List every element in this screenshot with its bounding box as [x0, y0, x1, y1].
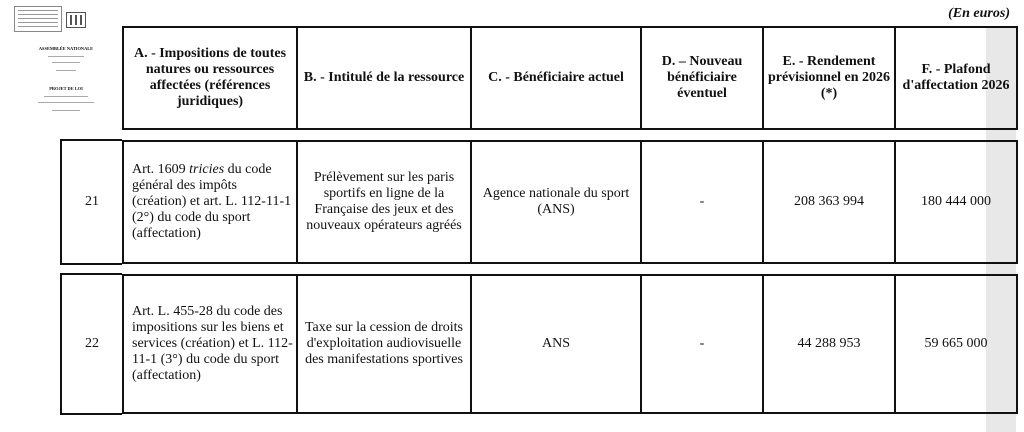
reference-cell: Art. L. 455-28 du code des impositions sur les biens et services (création) et L. 112-11-1 (3°) du code du sport (affectation) [123, 275, 297, 413]
resource-title-cell: Taxe sur la cession de droits d'exploitation audiovisuelle des manifestations sportives [297, 275, 471, 413]
new-beneficiary-cell: - [641, 275, 763, 413]
yield-cell: 44 288 953 [763, 275, 895, 413]
header-rule [52, 62, 80, 63]
allocation-table [85, 26, 1018, 414]
table-row [122, 275, 1017, 413]
col-header-new-beneficiary: D. – Nouveau bénéficiaire éventuel [641, 27, 763, 129]
resource-title-cell: Prélèvement sur les paris sportifs en ligne de la Française des jeux et des nouveaux opérateurs agréés [297, 141, 471, 263]
document-type: PROJET DE LOI [49, 86, 83, 91]
header-stamp-box [14, 6, 62, 32]
row-number: 22 [60, 273, 122, 415]
cap-cell: 180 444 000 [895, 141, 1017, 263]
col-header-references: A. - Impositions de toutes natures ou ressources affectées (références juridiques) [123, 27, 297, 129]
institution-name: ASSEMBLÉE NATIONALE [38, 46, 94, 51]
col-header-title: B. - Intitulé de la ressource [297, 27, 471, 129]
reference-cell [123, 141, 297, 263]
row-number-cell [85, 275, 123, 413]
header-rule [48, 56, 84, 57]
beneficiary-cell: Agence nationale du sport (ANS) [471, 141, 641, 263]
col-header-cap: F. - Plafond d'affectation 2026 [895, 27, 1017, 129]
reference-emphasis: tricies [189, 162, 225, 177]
assembly-logo-icon [66, 12, 86, 28]
header-rule [52, 110, 80, 111]
header-rule [38, 102, 94, 103]
new-beneficiary-cell: - [641, 141, 763, 263]
document-header [8, 6, 124, 126]
col-header-yield: E. - Rendement prévisionnel en 2026 (*) [763, 27, 895, 129]
col-header-beneficiary: C. - Bénéficiaire actuel [471, 27, 641, 129]
reference-text: Art. 1609 [132, 162, 190, 177]
reference-text-rest: du code général des impôts (création) et art. L. 112-11-1 (2°) du code du sport (affectation) [132, 162, 292, 241]
row-number-cell [85, 141, 123, 263]
table-header-row [122, 27, 1017, 129]
beneficiary-cell: ANS [471, 275, 641, 413]
header-rule [44, 96, 88, 97]
table-row [122, 141, 1017, 263]
row-number: 21 [60, 139, 122, 265]
header-rule [56, 70, 76, 71]
cap-cell: 59 665 000 [895, 275, 1017, 413]
currency-unit: (En euros) [948, 6, 1010, 21]
yield-cell: 208 363 994 [763, 141, 895, 263]
